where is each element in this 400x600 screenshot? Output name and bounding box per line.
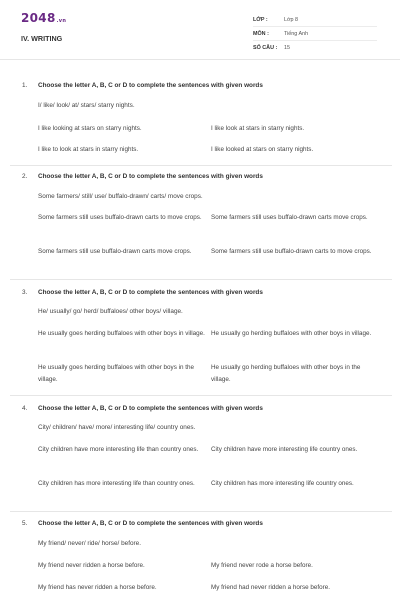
question-divider (10, 165, 392, 166)
question-number: 5. (22, 520, 28, 527)
meta-value: 15 (284, 45, 290, 51)
question-divider (10, 511, 392, 512)
question-prompt: City/ children/ have/ more/ interesting life/ country ones. (38, 424, 196, 431)
question-instruction: Choose the letter A, B, C or D to complete the sentences with given words (38, 405, 263, 412)
site-logo[interactable]: 2048.vn (21, 11, 67, 25)
answer-option-b[interactable]: I like look at stars in starry nights. (211, 125, 305, 132)
answer-option-b[interactable]: He usually go herding buffaloes with other boys in village. (211, 330, 372, 337)
answer-option-d[interactable]: He usually go herding buffaloes with other boys in the village. (211, 364, 361, 383)
question-divider (10, 395, 392, 396)
answer-option-a[interactable]: He usually goes herding buffaloes with other boys in village. (38, 330, 205, 337)
answer-option-c[interactable]: My friend has never ridden a horse before. (38, 584, 157, 591)
meta-question-count (253, 42, 377, 55)
meta-value: Tiếng Anh (284, 31, 309, 37)
meta-label: LỚP : (253, 17, 268, 23)
answer-option-c[interactable]: City children has more interesting life than country ones. (38, 480, 195, 487)
answer-option-a[interactable]: My friend never ridden a horse before. (38, 562, 145, 569)
answer-option-d[interactable]: My friend had never ridden a horse before. (211, 584, 331, 591)
question-divider (10, 279, 392, 280)
answer-option-a[interactable]: I like looking at stars on starry nights. (38, 125, 142, 132)
answer-option-b[interactable]: My friend never rode a horse before. (211, 562, 313, 569)
question-number: 3. (22, 289, 28, 296)
meta-subject (253, 28, 377, 41)
answer-option-c[interactable]: He usually goes herding buffaloes with other boys in the village. (38, 364, 195, 383)
question-instruction: Choose the letter A, B, C or D to complete the sentences with given words (38, 82, 263, 89)
question-instruction: Choose the letter A, B, C or D to complete the sentences with given words (38, 289, 263, 296)
meta-class (253, 14, 377, 27)
answer-option-c[interactable]: I like to look at stars in starry nights. (38, 146, 139, 153)
section-title: IV. WRITING (21, 34, 63, 43)
meta-label: MÔN : (253, 31, 269, 37)
answer-option-a[interactable]: City children have more interesting life than country ones. (38, 446, 199, 453)
meta-value: Lớp 8 (284, 17, 299, 23)
answer-option-b[interactable]: City children have more interesting life country ones. (211, 446, 358, 453)
question-prompt: My friend/ never/ ride/ horse/ before. (38, 540, 142, 547)
question-prompt: Some farmers/ still/ use/ buffalo-drawn/ carts/ move crops. (38, 193, 203, 200)
answer-option-a[interactable]: Some farmers still uses buffalo-drawn carts to move crops. (38, 214, 202, 221)
page-header (0, 0, 400, 60)
question-number: 2. (22, 173, 28, 180)
question-instruction: Choose the letter A, B, C or D to complete the sentences with given words (38, 520, 263, 527)
answer-option-d[interactable]: City children has more interesting life country ones. (211, 480, 354, 487)
answer-option-c[interactable]: Some farmers still use buffalo-drawn carts move crops. (38, 248, 192, 255)
answer-option-d[interactable]: Some farmers still use buffalo-drawn carts to move crops. (211, 248, 372, 255)
question-instruction: Choose the letter A, B, C or D to complete the sentences with given words (38, 173, 263, 180)
meta-label: SỐ CÂU : (253, 45, 278, 51)
question-number: 1. (22, 82, 28, 89)
question-prompt: I/ like/ look/ at/ stars/ starry nights. (38, 102, 135, 109)
answer-option-b[interactable]: Some farmers still uses buffalo-drawn carts move crops. (211, 214, 368, 221)
question-number: 4. (22, 405, 28, 412)
answer-option-d[interactable]: I like looked at stars on starry nights. (211, 146, 314, 153)
question-prompt: He/ usually/ go/ herd/ buffaloes/ other boys/ village. (38, 308, 183, 315)
